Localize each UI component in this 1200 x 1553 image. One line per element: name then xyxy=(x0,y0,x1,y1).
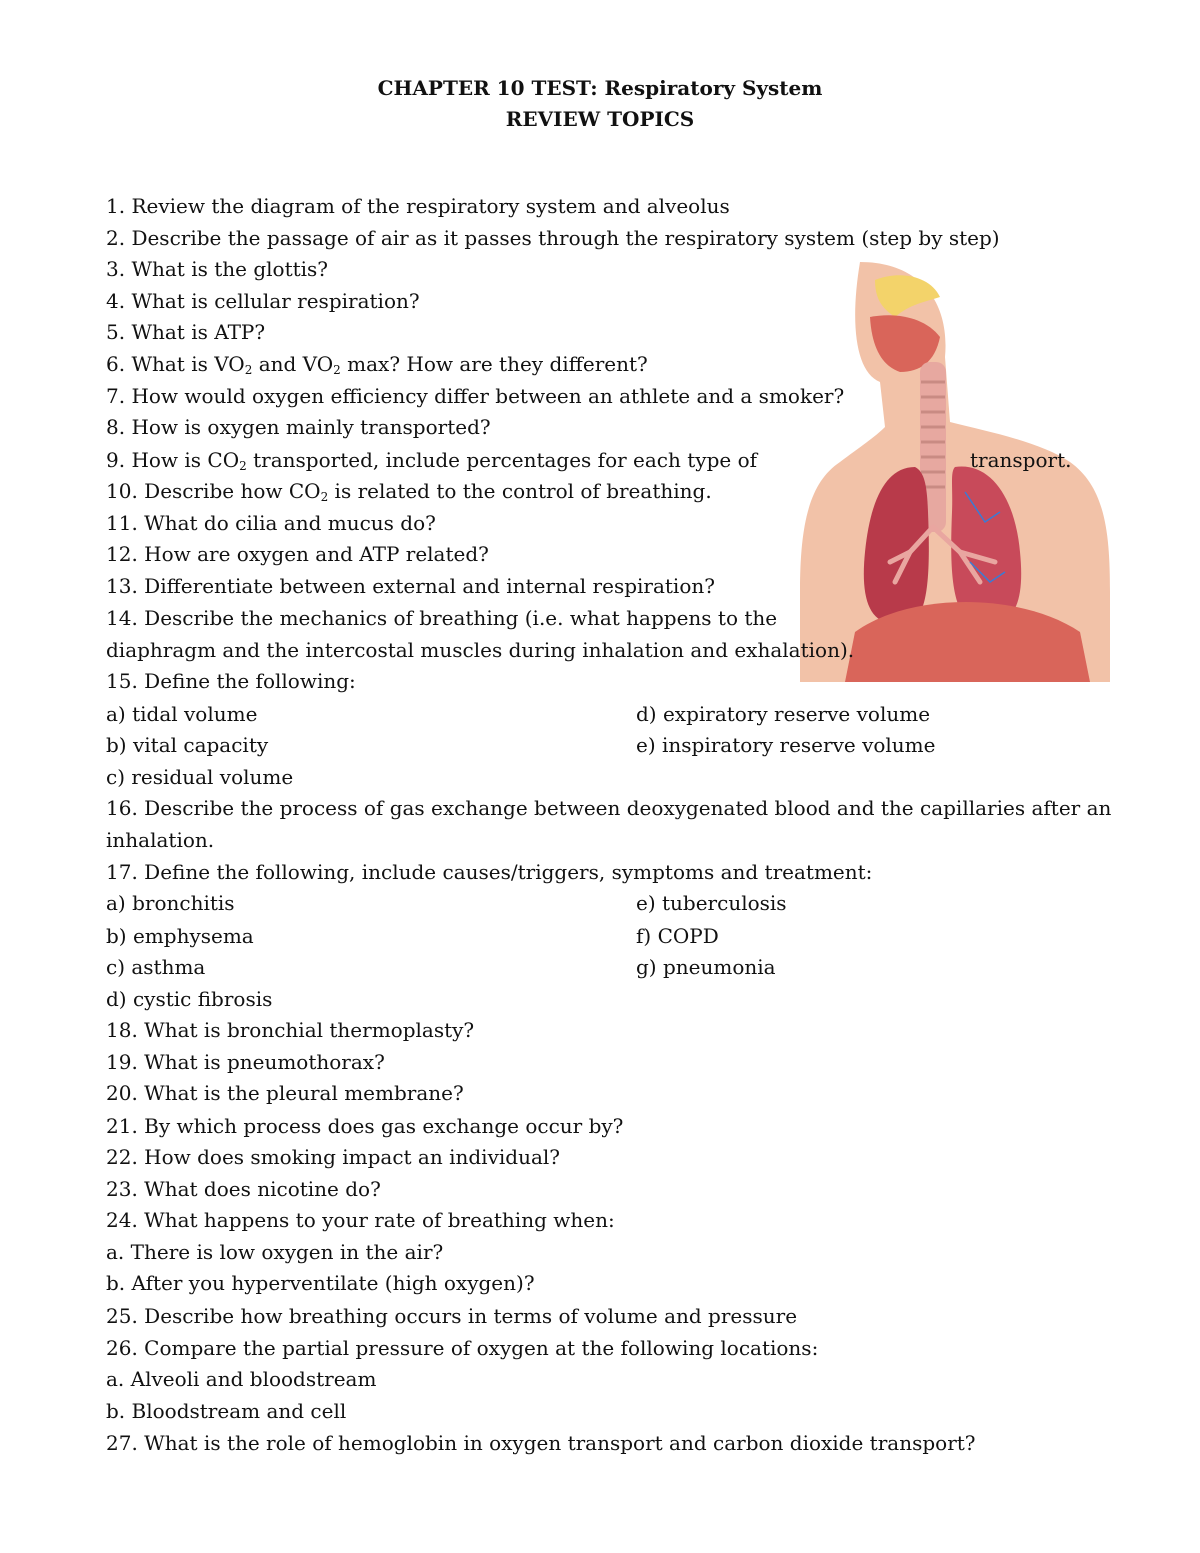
question-19: 19. What is pneumothorax? xyxy=(106,1050,385,1074)
question-4: 4. What is cellular respiration? xyxy=(106,289,420,313)
question-26: 26. Compare the partial pressure of oxygen at the following locations: xyxy=(106,1336,819,1360)
q17-item-a: a) bronchitis xyxy=(106,891,235,915)
question-5: 5. What is ATP? xyxy=(106,320,266,344)
q15-item-e: e) inspiratory reserve volume xyxy=(636,733,936,757)
question-10: 10. Describe how $CO_2$ is related to the control of breathing. xyxy=(106,479,712,504)
question-17: 17. Define the following, include causes/triggers, symptoms and treatment: xyxy=(106,860,873,884)
question-9: 9. How is $CO_2$ transported, include percentages for each type of xyxy=(106,448,758,473)
question-16-continuation: inhalation. xyxy=(106,828,215,852)
question-13: 13. Differentiate between external and internal respiration? xyxy=(106,574,715,598)
q17-item-e: e) tuberculosis xyxy=(636,891,787,915)
question-7: 7. How would oxygen efficiency differ between an athlete and a smoker? xyxy=(106,384,845,408)
question-14-continuation: diaphragm and the intercostal muscles during inhalation and exhalation). xyxy=(106,638,855,662)
q17-item-f: f) COPD xyxy=(636,924,719,948)
q24-item-a: a. There is low oxygen in the air? xyxy=(106,1240,444,1264)
page-title: CHAPTER 10 TEST: Respiratory System xyxy=(377,76,823,100)
question-2: 2. Describe the passage of air as it passes through the respiratory system (step by step) xyxy=(106,226,1000,250)
q17-item-g: g) pneumonia xyxy=(636,955,776,979)
respiratory-system-illustration xyxy=(800,262,1130,682)
question-9-continuation: transport. xyxy=(970,448,1072,472)
question-23: 23. What does nicotine do? xyxy=(106,1177,381,1201)
q26-item-a: a. Alveoli and bloodstream xyxy=(106,1367,377,1391)
question-1: 1. Review the diagram of the respiratory system and alveolus xyxy=(106,194,730,218)
question-15: 15. Define the following: xyxy=(106,669,356,693)
question-24: 24. What happens to your rate of breathing when: xyxy=(106,1208,615,1232)
question-12: 12. How are oxygen and ATP related? xyxy=(106,542,489,566)
q15-item-c: c) residual volume xyxy=(106,765,294,789)
question-22: 22. How does smoking impact an individual? xyxy=(106,1145,560,1169)
question-11: 11. What do cilia and mucus do? xyxy=(106,511,436,535)
q17-item-d: d) cystic fibrosis xyxy=(106,987,273,1011)
q15-item-a: a) tidal volume xyxy=(106,702,258,726)
q26-item-b: b. Bloodstream and cell xyxy=(106,1399,347,1423)
question-14: 14. Describe the mechanics of breathing (i.e. what happens to the xyxy=(106,606,778,630)
question-18: 18. What is bronchial thermoplasty? xyxy=(106,1018,475,1042)
question-25: 25. Describe how breathing occurs in terms of volume and pressure xyxy=(106,1304,798,1328)
question-16: 16. Describe the process of gas exchange between deoxygenated blood and the capillaries after an xyxy=(106,796,1112,820)
q15-item-d: d) expiratory reserve volume xyxy=(636,702,931,726)
question-6: 6. What is $VO_2$ and $VO_2$ max? How are they different? xyxy=(106,352,648,377)
question-21: 21. By which process does gas exchange occur by? xyxy=(106,1114,624,1138)
q17-item-c: c) asthma xyxy=(106,955,206,979)
q15-item-b: b) vital capacity xyxy=(106,733,269,757)
q24-item-b: b. After you hyperventilate (high oxygen)? xyxy=(106,1271,535,1295)
q17-item-b: b) emphysema xyxy=(106,924,254,948)
question-20: 20. What is the pleural membrane? xyxy=(106,1081,464,1105)
question-27: 27. What is the role of hemoglobin in oxygen transport and carbon dioxide transport? xyxy=(106,1431,976,1455)
question-8: 8. How is oxygen mainly transported? xyxy=(106,415,491,439)
question-3: 3. What is the glottis? xyxy=(106,257,329,281)
page-subtitle: REVIEW TOPICS xyxy=(505,107,695,131)
